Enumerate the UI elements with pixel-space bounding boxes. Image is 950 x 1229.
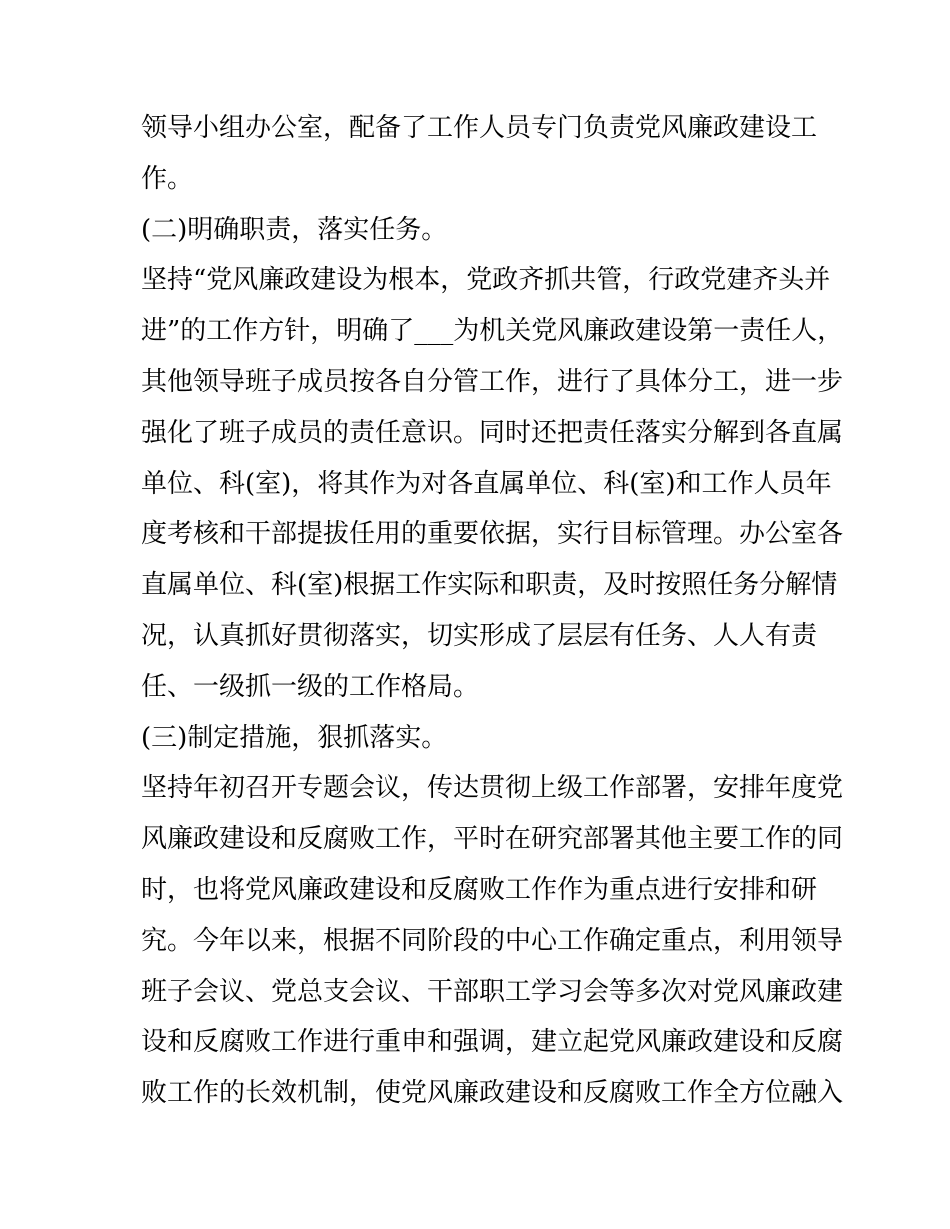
text-line: 坚持年初召开专题会议，传达贯彻上级工作部署，安排年度党: [141, 773, 844, 804]
text-line: 直属单位、科(室)根据工作实际和职责，及时按照任务分解情: [141, 570, 838, 601]
text-line: 作。: [141, 163, 194, 194]
text-line: 强化了班子成员的责任意识。同时还把责任落实分解到各直属: [141, 417, 844, 448]
text-line: 其他领导班子成员按各自分管工作，进行了具体分工，进一步: [141, 366, 844, 397]
text-line: 度考核和干部提拔任用的重要依据，实行目标管理。办公室各: [141, 519, 844, 550]
text-line: 进”的工作方针，明确了___为机关党风廉政建设第一责任人，: [141, 316, 844, 347]
text-line: 败工作的长效机制，使党风廉政建设和反腐败工作全方位融入: [141, 1078, 844, 1109]
text-line: 风廉政建设和反腐败工作，平时在研究部署其他主要工作的同: [141, 824, 844, 855]
text-line: 坚持“党风廉政建设为根本，党政齐抓共管，行政党建齐头并: [141, 265, 831, 296]
text-line: 任、一级抓一级的工作格局。: [141, 671, 480, 702]
document-body: [141, 103, 844, 1119]
section-heading: (二)明确职责，落实任务。: [141, 214, 448, 245]
text-line: 领导小组办公室，配备了工作人员专门负责党风廉政建设工: [141, 113, 818, 143]
text-line: 况，认真抓好贯彻落实，切实形成了层层有任务、人人有责: [141, 620, 818, 651]
section-heading: (三)制定措施，狠抓落实。: [141, 722, 448, 753]
text-line: 设和反腐败工作进行重申和强调，建立起党风廉政建设和反腐: [141, 1027, 844, 1058]
text-line: 时，也将党风廉政建设和反腐败工作作为重点进行安排和研: [141, 874, 818, 905]
text-line: 班子会议、党总支会议、干部职工学习会等多次对党风廉政建: [141, 976, 844, 1007]
text-line: 究。今年以来，根据不同阶段的中心工作确定重点，利用领导: [141, 925, 844, 956]
text-line: 单位、科(室)，将其作为对各直属单位、科(室)和工作人员年: [141, 468, 832, 499]
